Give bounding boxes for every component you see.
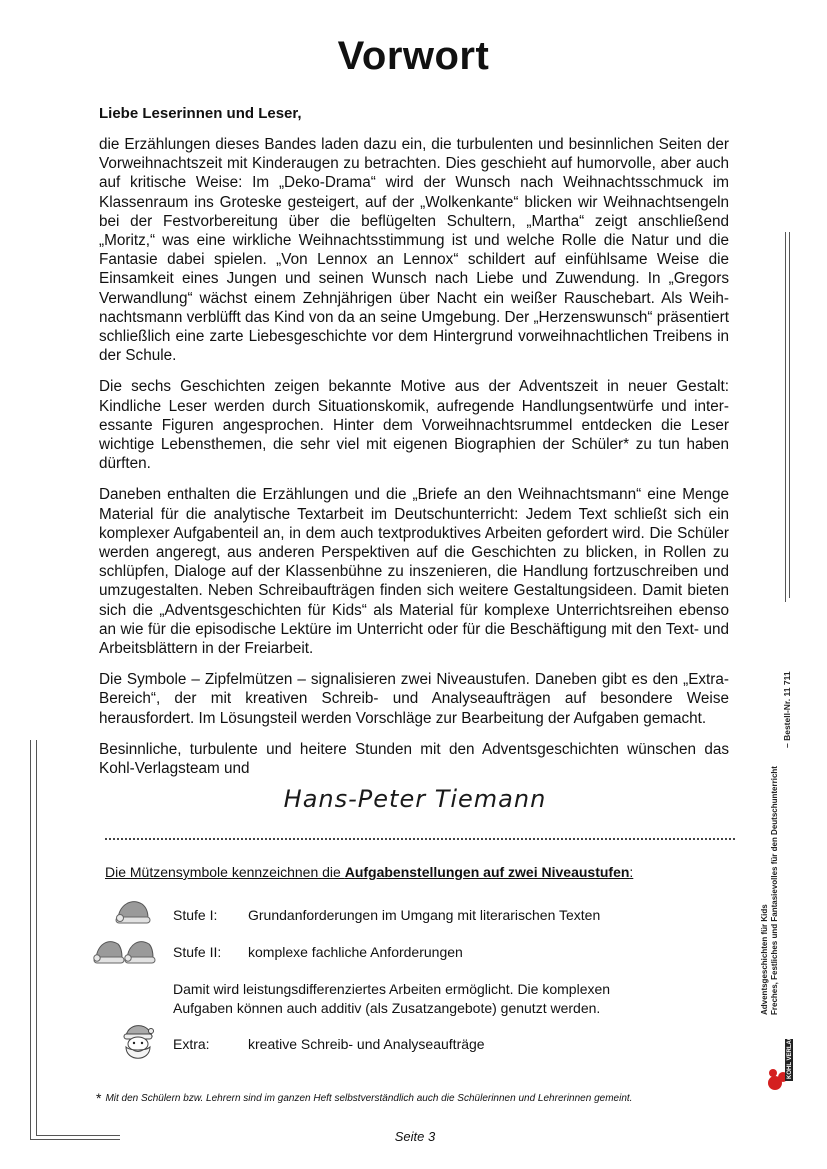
page-title: Vorwort bbox=[337, 34, 490, 78]
frame-line bbox=[36, 740, 37, 1136]
legend-intro bbox=[105, 864, 633, 880]
greeting: Liebe Leserinnen und Leser, bbox=[99, 105, 302, 122]
footnote-text: Mit den Schülern bzw. Lehrern sind im ganzen Heft selbstverständlich auch die Schülerinnen und Lehrerinnen gemeint. bbox=[105, 1093, 633, 1104]
two-santa-hats-icon bbox=[92, 934, 158, 968]
frame-line bbox=[36, 1135, 120, 1136]
stufe-2-text: komplexe fachliche Anforderungen bbox=[248, 944, 463, 960]
kohl-verlag-logo-icon bbox=[765, 1035, 795, 1097]
order-number: – Bestell-Nr. 11 711 bbox=[782, 671, 792, 748]
dotted-divider bbox=[105, 838, 735, 840]
book-info bbox=[760, 635, 780, 1015]
santa-face-icon bbox=[118, 1020, 158, 1064]
paragraph: die Erzählungen dieses Bandes laden dazu ein, die turbulenten und besinnlichen Seiten der Vorweihnachtszeit mit Kinderaugen zu betrachten. Dies geschieht auf humorvolle, aber auch auf kritische Weise: Im „Deko-Drama“ wird der Wunsch nach Weihnachtsschmuck im Klassenraum ins Groteske gesteigert, auf der „Wolkenkante“ blicken wir Weihnachtsengeln bei der Festvorbereitung über die beflügelten Schultern, „Martha“ zeigt anschließend „Moritz,“ was eine wirkliche Weihnachtsstimmung ist und welche Rolle die Natur und die Fantasie dabei spielen. „Von Lennox an Lennox“ schildert auf einfühlsame Weise die Einsamkeit eines Jungen und seinen Wunsch nach Liebe und Zuwendung. In „Gregors Verwandlung“ wächst einem Zehnjährigen über Nacht ein weißer Rauschebart. Als Weihnachtsmann verblüfft das Kind von da an seine Umgebung. Der „Herzenswunsch“ präsentiert schließlich eine zarte Liebesgeschichte vor dem Hintergrund vorweihnachtlichen Treibens in der Schule. bbox=[99, 136, 729, 365]
preface-body bbox=[99, 135, 729, 790]
logo-text: KOHL VERLAG bbox=[787, 1035, 793, 1079]
paragraph: Besinnliche, turbulente und heitere Stunden mit den Adventsgeschichten wünschen das Kohl-Verlagsteam und bbox=[99, 740, 729, 778]
stufe-2-label: Stufe II: bbox=[173, 944, 222, 960]
stufe-1-label: Stufe I: bbox=[173, 907, 218, 923]
book-title: Adventsgeschichten für Kids bbox=[760, 904, 769, 1015]
footnote-star: * bbox=[96, 1090, 102, 1106]
santa-hat-icon bbox=[112, 896, 152, 928]
paragraph: Die sechs Geschichten zeigen bekannte Motive aus der Adventszeit in neuer Gestalt: Kindliche Leser werden durch Situationskomik, aufregende Handlungsentwürfe und interessante Figuren angesprochen. Hinter dem Vorweihnachtsrummel entdecken die Leser wichtige Lebensthemen, die sehr viel mit eigenen Biographien der Schüler* zu tun haben dürften. bbox=[99, 378, 729, 473]
paragraph: Daneben enthalten die Erzählungen und die „Briefe an den Weihnachtsmann“ eine Menge Material für die analytische Textarbeit im Deutschunterricht: Jedem Text schließt sich ein komplexer Aufgabenteil an, in dem auch textproduktives Arbeiten gefordert wird. Die Schüler werden angeregt, aus anderen Perspektiven auf die Geschichten zu blicken, in Rollen zu schlüpfen, Dialoge auf der Klassenbühne zu inszenieren, die Handlung fortzuschreiben und umzugestalten. Neben Schreibaufträgen finden sich weitere Gestaltungsideen. Damit bieten sich die „Adventsgeschichten für Kids“ als Material für komplexe Unterrichtsreihen ebenso an wie für die episodische Lektüre im Unterricht oder für die Beschäftigung mit den Text- und Arbeitsblättern in der Freiarbeit. bbox=[99, 486, 729, 658]
extra-text: kreative Schreib- und Analyseaufträge bbox=[248, 1036, 485, 1052]
frame-line bbox=[789, 232, 790, 598]
legend-intro-text: Die Mützensymbole kennzeichnen die bbox=[105, 864, 345, 880]
legend-note: Damit wird leistungsdifferenziertes Arbeiten ermöglicht. Die komplexen Aufgaben können auch additiv (als Zusatzangebote) genutzt werden. bbox=[173, 981, 611, 1016]
extra-label: Extra: bbox=[173, 1036, 210, 1052]
book-subtitle: Freches, Festliches und Fantasievolles für den Deutschunterricht bbox=[770, 766, 779, 1015]
page-number: Seite 3 bbox=[394, 1129, 436, 1144]
stufe-1-text: Grundanforderungen im Umgang mit literarischen Texten bbox=[248, 907, 601, 923]
legend-intro-bold: Aufgabenstellungen auf zwei Niveaustufen bbox=[344, 864, 630, 880]
signature: Hans-Peter Tiemann bbox=[283, 785, 547, 813]
frame-line bbox=[30, 1139, 120, 1140]
legend-intro-end: : bbox=[629, 864, 634, 880]
paragraph: Die Symbole – Zipfelmützen – signalisieren zwei Niveaustufen. Daneben gibt es den „Extra-Bereich“, der mit kreativen Schreib- und Analyseaufträgen auf besondere Weise herausfordert. Im Lösungsteil werden Vorschläge zur Bearbeitung der Aufgaben gemacht. bbox=[99, 671, 729, 727]
frame-line bbox=[30, 740, 31, 1140]
frame-line bbox=[785, 232, 786, 602]
footnote bbox=[96, 1090, 632, 1106]
